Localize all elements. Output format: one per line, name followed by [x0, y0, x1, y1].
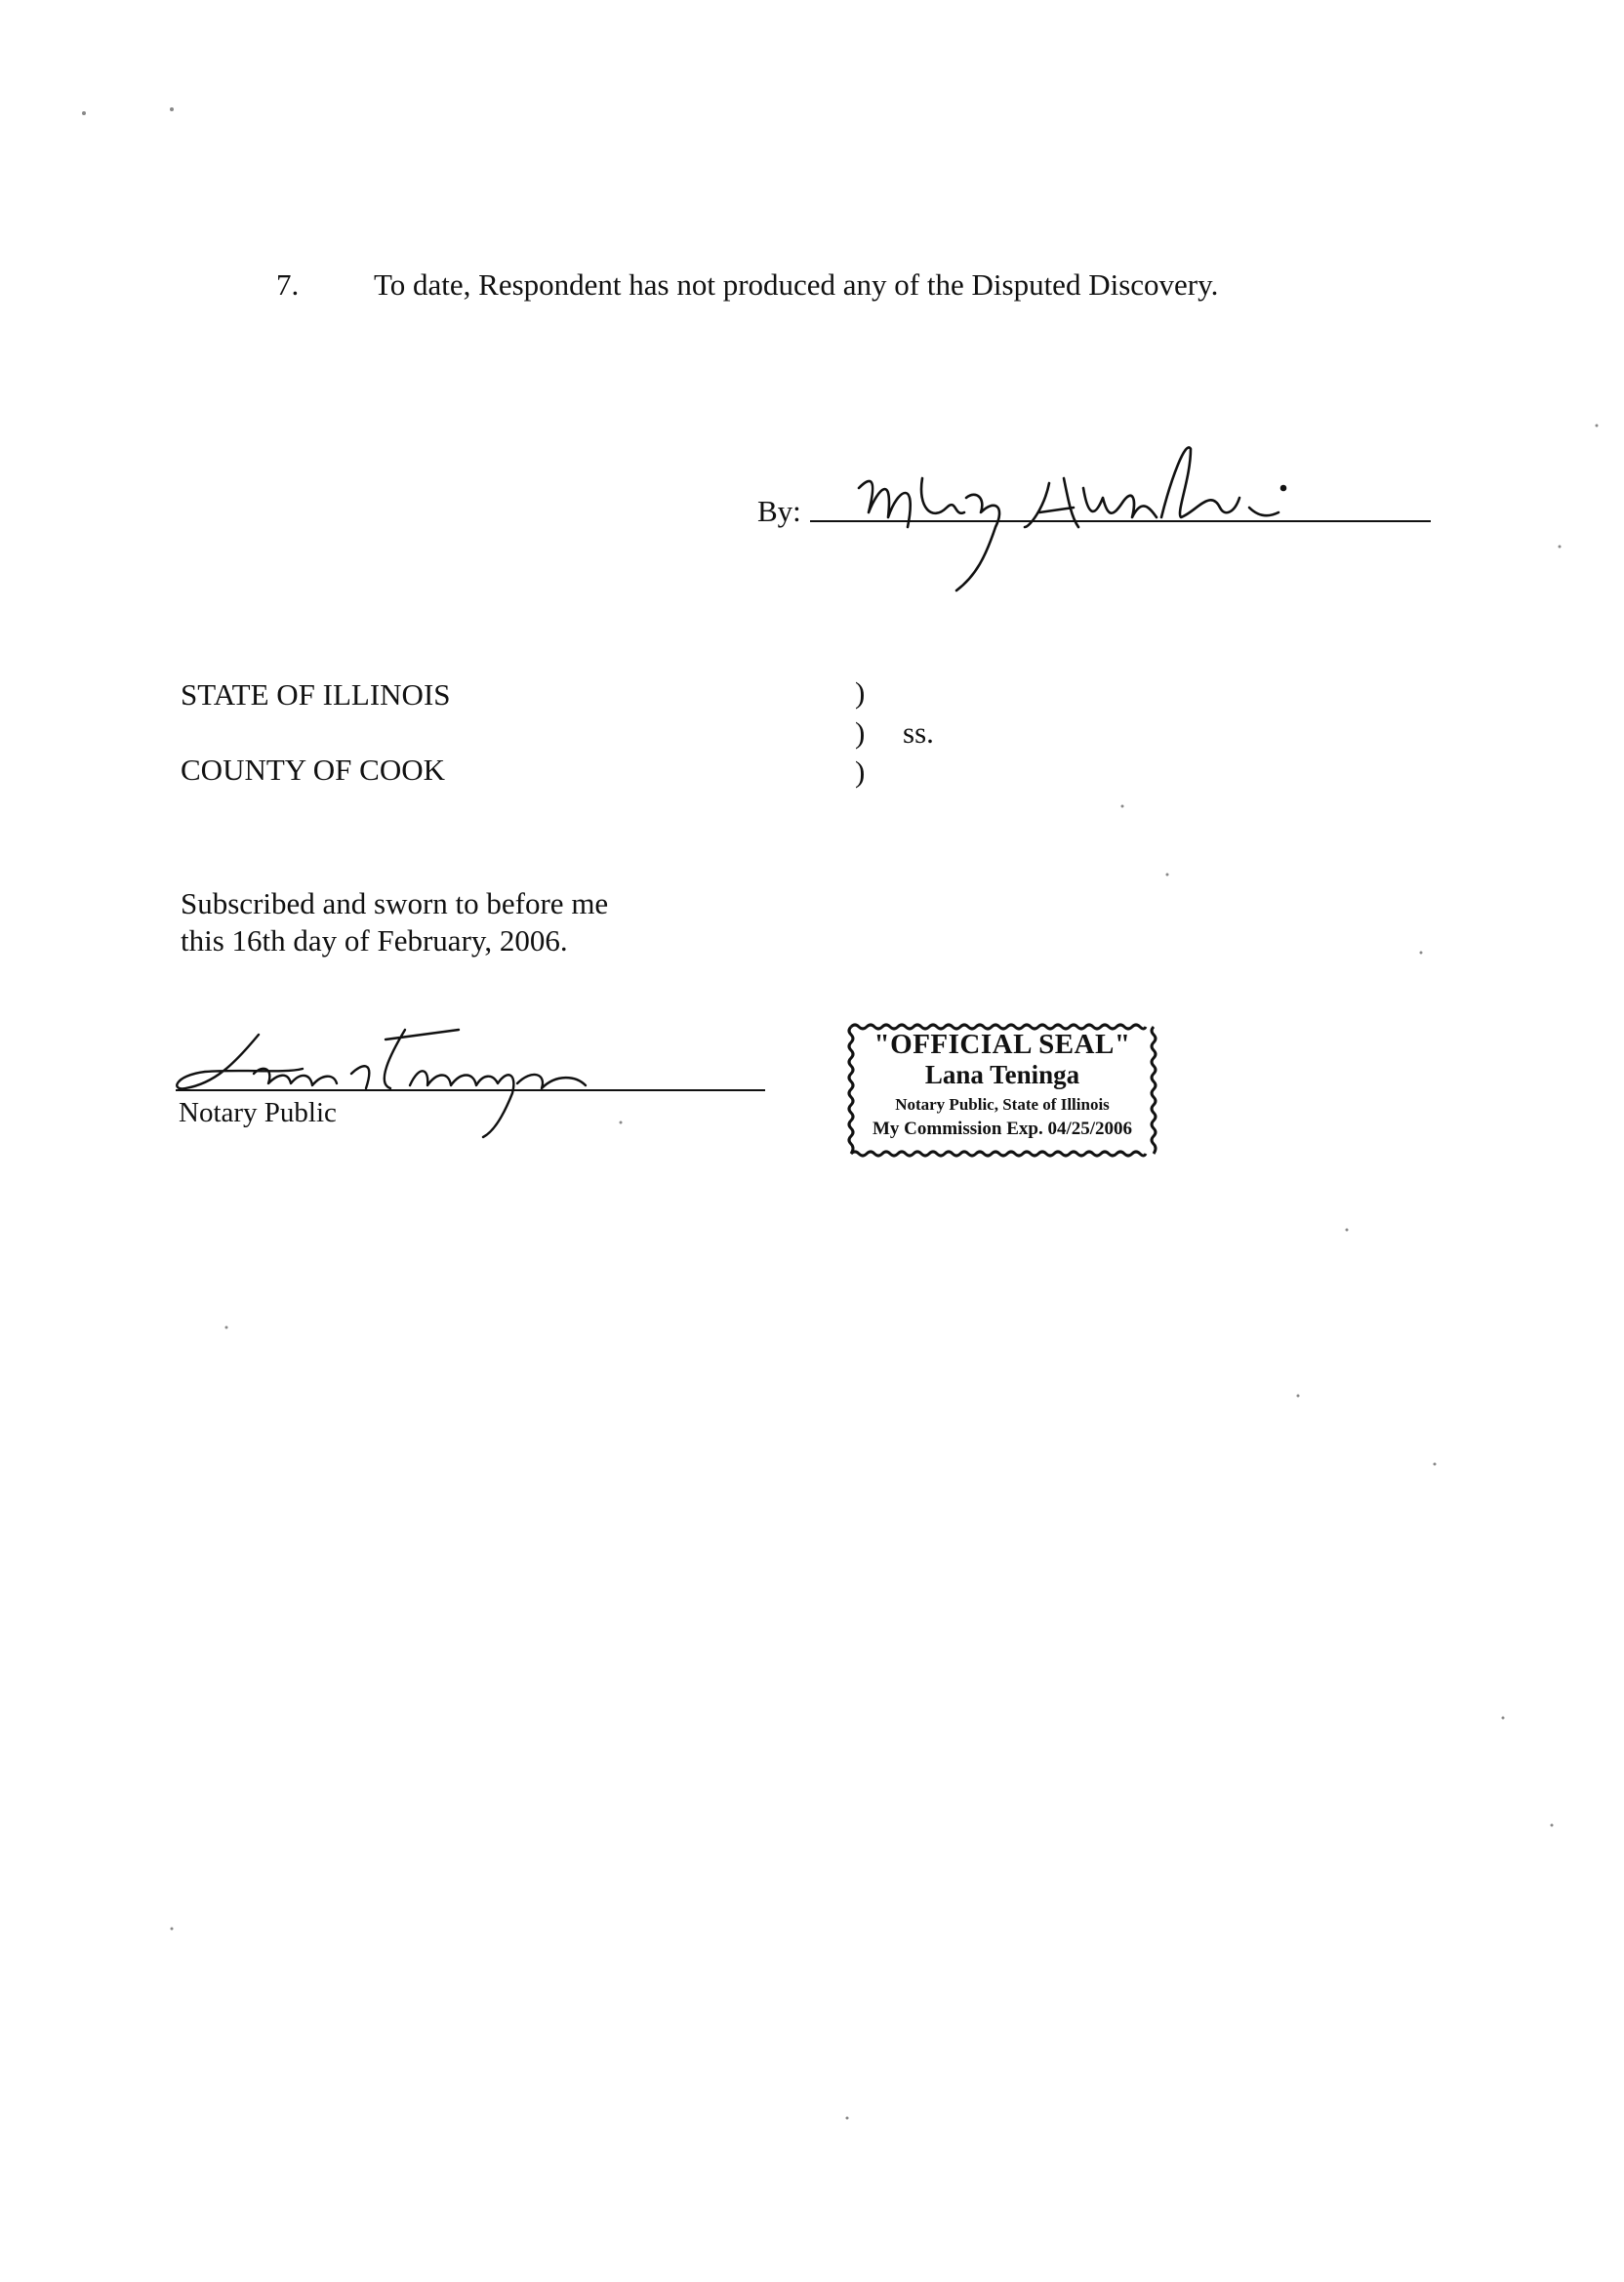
official-seal-stamp: [845, 1021, 1159, 1160]
jurat-line-1: Subscribed and sworn to before me: [181, 886, 609, 920]
by-label: By:: [757, 494, 801, 528]
seal-title: "OFFICIAL SEAL": [873, 1029, 1131, 1060]
seal-jurisdiction: Notary Public, State of Illinois: [895, 1095, 1110, 1114]
county-label: COUNTY OF COOK: [181, 753, 445, 787]
jurat-line-2: this 16th day of February, 2006.: [181, 923, 568, 958]
seal-commission-expiry: My Commission Exp. 04/25/2006: [872, 1119, 1133, 1139]
venue-paren: ): [855, 675, 866, 710]
seal-name: Lana Teninga: [924, 1060, 1080, 1089]
venue-paren: ): [855, 715, 866, 750]
handwritten-signature: [839, 420, 1308, 595]
paragraph-text: To date, Respondent has not produced any of the Disputed Discovery.: [374, 267, 1219, 302]
ss-label: ss.: [903, 715, 934, 750]
notary-signature-line: [176, 1089, 765, 1091]
notary-label: Notary Public: [179, 1097, 337, 1128]
venue-paren: ): [855, 754, 866, 789]
paragraph-number: 7.: [276, 267, 300, 302]
state-label: STATE OF ILLINOIS: [181, 677, 451, 712]
